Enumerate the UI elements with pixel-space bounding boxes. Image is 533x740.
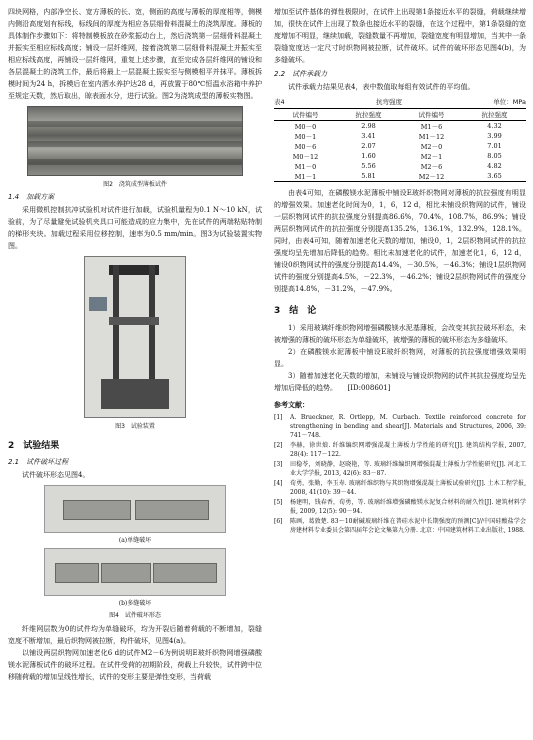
table-4-label: 表4 bbox=[274, 98, 285, 106]
reference-item: [6] 陈画，葛敦楚. 83～10耐碱玻璃纤维在普硅水泥中长期强度的预测[C]//中国硅酸盐学会房建材料专业委员会第四届年会论文集第九分册. 北京：中国建筑材料工业出版社, 1988. bbox=[274, 518, 526, 534]
table-cell: M2－1 bbox=[420, 152, 443, 161]
figure-4b-image bbox=[44, 548, 226, 596]
table-row bbox=[274, 141, 526, 151]
table-cell: 3.41 bbox=[361, 132, 376, 140]
figure-2-image bbox=[27, 106, 243, 176]
table-header: 试件编号 bbox=[274, 109, 337, 121]
paragraph-bearing-capacity: 试件承载力结果见表4，表中数值取每组有效试件的平均值。 bbox=[288, 83, 475, 91]
table-cell: M1－0 bbox=[294, 162, 317, 171]
conclusion-2: 2）在磷酸镁水泥薄板中铺设E玻纤织物网，对薄板的抗拉强度增强效果明显。 bbox=[274, 348, 526, 368]
table-cell: M0－12 bbox=[292, 152, 319, 161]
table-row bbox=[274, 171, 526, 182]
table-cell: M0－1 bbox=[294, 132, 317, 141]
section-1-4-title: 1.4 加载方案 bbox=[8, 193, 55, 201]
reference-item: [4] 荀勇，张勤，李玉寿. 玻璃纤维织物与其织物增强混凝土薄板试验研究[J]. 土木工程学报, 2008, 41(10): 39－44. bbox=[274, 480, 526, 496]
table-cell: M2－0 bbox=[420, 142, 443, 151]
table-cell: 3.65 bbox=[463, 171, 526, 182]
figure-4a-caption: (a)单缝破坏 bbox=[118, 537, 152, 544]
figure-4b-caption: (b)多缝破坏 bbox=[118, 600, 152, 607]
figure-3-image bbox=[84, 256, 186, 418]
reference-item: [5] 杨建明，钱春香，荀勇，等. 玻璃纤维增强磷酸镁水泥复合材料的耐久性[J]. 建筑材料学报, 2009, 12(5): 90－94. bbox=[274, 499, 526, 515]
table-cell: M0－6 bbox=[294, 142, 317, 151]
paragraph-single-crack: 纤维网层数为0的试件均为单缝破坏，均为开裂后随着荷载的不断增加，裂缝宽度不断增加，最后织物网被拉断，构件破坏，见图4(a)。 bbox=[8, 625, 262, 645]
left-column bbox=[8, 6, 262, 683]
figure-3-caption: 图3 试验装置 bbox=[115, 423, 155, 430]
table-cell: 1.60 bbox=[361, 152, 376, 160]
table-cell: M1－1 bbox=[274, 171, 337, 182]
figure-4 bbox=[8, 485, 262, 619]
table-cell: 4.32 bbox=[487, 122, 502, 130]
figure-4-caption: 图4 试件破坏形态 bbox=[109, 612, 161, 619]
table-cell: M1－6 bbox=[420, 122, 443, 131]
conclusion-3: 3）随着加速老化天数的增加，未铺设与铺设织物网的试件其抗拉强度均呈先增加后降低的趋势。 [ID:008601] bbox=[274, 372, 526, 392]
reference-item: [2] 李赫，徐世烺. 纤维编织网增强混凝土薄板力学性能的研究[J]. 建筑结构学报, 2007, 28(4): 117－122. bbox=[274, 442, 526, 458]
paragraph-specimen-preparation: 四块网格，内部净空长、宽方薄板的长、宽，侧面的高度与薄板的厚度相等，侧模内侧沿高度划有标线，标线间的厚度为相应各层细骨料混凝土的浇筑厚度。薄板的具体制作步骤如下：将特制模板放在砂浆振动台上，然后浇筑第一层细骨料混凝土并振实至相应标线高度；铺设一层纤维网，接着浇筑第二层细骨料混凝土并振实至相应标线高度，再铺设一层纤维网，重复上述步骤，直至完成各层纤维网的铺设和各层混凝土的浇筑工作，最后将最上一层混凝土振实至与侧模相平并抹平。薄板拆模时间为24 h，拆模后在室内洒水养护达28 d，再放置于80℃恒温水浴箱中养护至规定天数，然后取出，晾表面水分，进行试验。图2为浇筑成型的薄板实物图。 bbox=[8, 8, 262, 100]
right-column bbox=[274, 6, 526, 536]
paragraph-loading-scheme: 采用微机控制抗冲试验机对试件进行加载，试验机量程为0.1 N～10 kN，试验前，为了尽量避免试验机夹具口可能造成的应力集中，先在试件的两端粘贴特制的梯形夹块。加载过程采用位移控制，速率为0.5 mm/min。图3为试验装置实物图。 bbox=[8, 206, 262, 250]
references-title: 参考文献： bbox=[274, 401, 309, 409]
figure-2-caption: 图2 浇筑成型薄板试件 bbox=[103, 181, 167, 188]
table-row bbox=[274, 151, 526, 161]
table-4 bbox=[274, 108, 526, 182]
table-header: 试件编号 bbox=[400, 109, 463, 121]
reference-item: [3] 田稳苓，刘晓静，赵晓艳，等. 玻璃纤维编织网增强混凝土薄板力学性能研究[J]. 河北工业大学学报, 2013, 42(6): 83－87. bbox=[274, 461, 526, 477]
section-2-title: 2 试验结果 bbox=[8, 441, 60, 451]
section-2-2-title: 2.2 试件承载力 bbox=[274, 70, 328, 78]
reference-item: [1] A. Brueckner, R. Ortlepp, M. Curbach. Textile reinforced concrete for strengthening in bending and shear[J]. Materials and Structures, 2006, 39: 741－748. bbox=[274, 414, 526, 439]
figure-4a-image bbox=[44, 485, 226, 533]
table-cell: 2.98 bbox=[361, 122, 376, 130]
table-row bbox=[274, 121, 526, 132]
section-3-title: 3 结 论 bbox=[274, 306, 317, 316]
table-cell: 2.07 bbox=[361, 142, 376, 150]
conclusion-1: 1）采用玻璃纤维织物网增强磷酸镁水泥基薄板，会改变其抗拉破坏形态，未被增强的薄板的破坏形态为单缝破坏，被增强的薄板的破坏形态为多缝破坏。 bbox=[274, 324, 526, 344]
table-cell: M2－12 bbox=[400, 171, 463, 182]
table-cell: 5.56 bbox=[361, 162, 376, 170]
table-cell: 5.81 bbox=[337, 171, 400, 182]
table-cell: M0－0 bbox=[294, 122, 317, 131]
paragraph-table-analysis: 由表4可知，在磷酸镁水泥薄板中铺设E玻纤织物网对薄板的抗拉强度有明显的增强效果。加速老化时间为0，1，6，12 d，相比未铺设织物网的试件，铺设一层织物网试件的抗拉强度分别提高86.6%，70.4%，108.7%，86.9%；铺设两层织物网试件的抗拉强度分别提高135.2%，136.1%，132.9%，128.1%。同时，由表4可知，随着加速老化天数的增加，铺设0，1，2层织物网试件的抗拉强度均呈先增加后降低的趋势。相比未加速老化的试件，加速老化1，6，12 d，铺设0织物网试件的强度分别提高14.4%，－30.5%，－46.3%；铺设1层织物网试件的强度分别提高4.5%，－22.3%，－46.2%；铺设2层织物网试件的强度分别提高14.8%，－31.2%，－47.9%。 bbox=[274, 189, 526, 293]
figure-3 bbox=[8, 256, 262, 430]
table-cell: 3.99 bbox=[487, 132, 502, 140]
section-2-1-title: 2.1 试件破坏过程 bbox=[8, 458, 69, 466]
table-header: 抗拉强度 bbox=[337, 109, 400, 121]
table-cell: 4.82 bbox=[487, 162, 502, 170]
table-4-header bbox=[274, 97, 526, 106]
table-row bbox=[274, 131, 526, 141]
table-cell: M1－12 bbox=[418, 132, 445, 141]
paragraph-failure-process: 以铺设两层织物网加速老化6 d的试件M2－6为例说明E玻纤织物网增强磷酸镁水泥薄板试件的破坏过程。在试件受荷的初期阶段，荷载上升较快，试件跨中位移随荷载的增加呈线性增长，试件的变形主要是弹性变形，当荷载 bbox=[8, 649, 262, 681]
table-row bbox=[274, 161, 526, 171]
table-header: 抗拉强度 bbox=[463, 109, 526, 121]
paragraph-failure-process-cont: 增加至试件基体的弹性极限时，在试件上出现第1条接近水平的裂缝，荷载继续增加，很快在试件上出现了数条也接近水平的裂缝，在这个过程中，第1条裂缝的宽度增加不明显，继续加载，裂缝数量不再增加，裂缝宽度有明显增加，当其中一条裂缝宽度达一定尺寸时织物网被拉断，试件破坏。试件的破坏形态见图4(b)，为多缝破坏。 bbox=[274, 8, 526, 64]
paragraph-failure-intro: 试件破坏形态见图4。 bbox=[22, 471, 90, 479]
figure-2 bbox=[8, 106, 262, 188]
table-cell: 7.01 bbox=[487, 142, 502, 150]
table-cell: M2－6 bbox=[420, 162, 443, 171]
table-4-title: 抗弯强度 bbox=[375, 98, 402, 106]
table-cell: 8.05 bbox=[487, 152, 502, 160]
table-4-unit: 单位：MPa bbox=[493, 98, 526, 106]
